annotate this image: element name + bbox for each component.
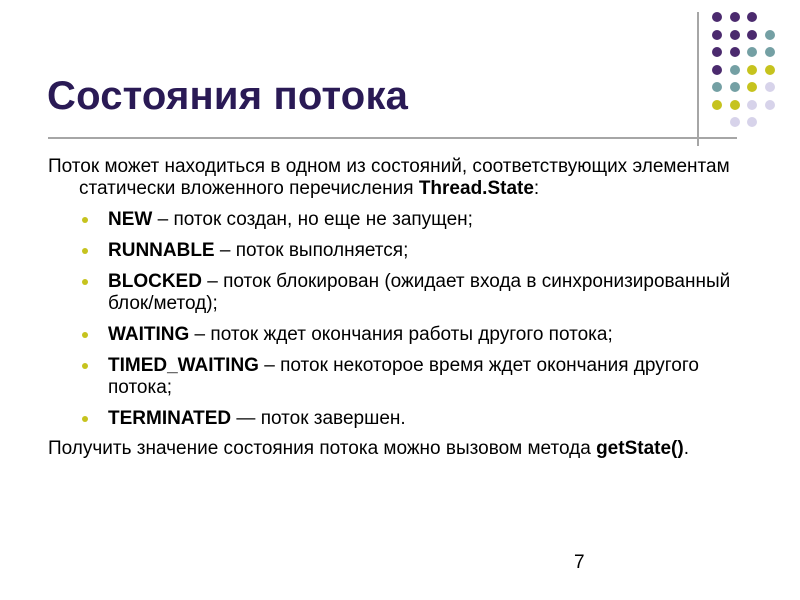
list-item [48, 271, 748, 315]
decorative-dot [712, 12, 722, 22]
slide-title: Состояния потока [47, 74, 409, 118]
decorative-dot [730, 30, 740, 40]
horizontal-divider [48, 137, 737, 139]
slide-content [48, 156, 748, 460]
bullet-icon [82, 248, 88, 254]
decorative-dot [747, 47, 757, 57]
decorative-dot [765, 65, 775, 75]
state-desc: – поток некоторое время ждет окончания другого потока; [108, 355, 699, 398]
outro-paragraph [48, 438, 748, 460]
outro-bold-method: getState() [596, 438, 684, 459]
decorative-dot [712, 47, 722, 57]
decorative-dot [712, 65, 722, 75]
decorative-dot [712, 100, 722, 110]
decorative-dot [747, 12, 757, 22]
decorative-dot [730, 117, 740, 127]
decorative-dot [765, 82, 775, 92]
list-item [48, 355, 748, 399]
decorative-dot [765, 47, 775, 57]
bullet-icon [82, 279, 88, 285]
bullet-icon [82, 217, 88, 223]
decorative-dot [730, 12, 740, 22]
bullet-icon [82, 363, 88, 369]
decorative-dot [747, 65, 757, 75]
state-desc: — поток завершен. [231, 408, 406, 429]
list-item [48, 324, 748, 346]
intro-text: Поток может находиться в одном из состояний, соответствующих элементам статически вложенного перечисления [48, 156, 730, 199]
state-desc: – поток ждет окончания работы другого потока; [189, 324, 613, 345]
decorative-dot [730, 47, 740, 57]
state-term: RUNNABLE [108, 240, 215, 261]
state-term: BLOCKED [108, 271, 202, 292]
list-item [48, 408, 748, 430]
page-number: 7 [574, 552, 585, 573]
intro-bold-term: Thread.State [418, 178, 534, 199]
list-item [48, 209, 748, 231]
intro-paragraph [48, 156, 748, 200]
decorative-dot [765, 100, 775, 110]
state-term: TIMED_WAITING [108, 355, 259, 376]
decorative-dot [747, 100, 757, 110]
decorative-dot [765, 30, 775, 40]
decorative-dot [747, 117, 757, 127]
outro-end: . [683, 438, 689, 459]
state-list [48, 209, 748, 430]
decorative-dot [747, 82, 757, 92]
state-desc: – поток выполняется; [214, 240, 409, 261]
decorative-dot [747, 30, 757, 40]
outro-text: Получить значение состояния потока можно вызовом метода [48, 438, 597, 459]
decorative-dot [730, 65, 740, 75]
decorative-dot [712, 30, 722, 40]
list-item [48, 240, 748, 262]
bullet-icon [82, 332, 88, 338]
state-term: TERMINATED [108, 408, 232, 429]
state-desc: – поток блокирован (ожидает входа в синхронизированный блок/метод); [108, 271, 731, 314]
intro-end: : [533, 178, 540, 199]
decorative-dot [730, 100, 740, 110]
decorative-dot [730, 82, 740, 92]
bullet-icon [82, 416, 88, 422]
state-desc: – поток создан, но еще не запущен; [152, 209, 473, 230]
state-term: WAITING [108, 324, 190, 345]
state-term: NEW [108, 209, 153, 230]
decorative-dot [712, 82, 722, 92]
vertical-divider [697, 12, 699, 146]
